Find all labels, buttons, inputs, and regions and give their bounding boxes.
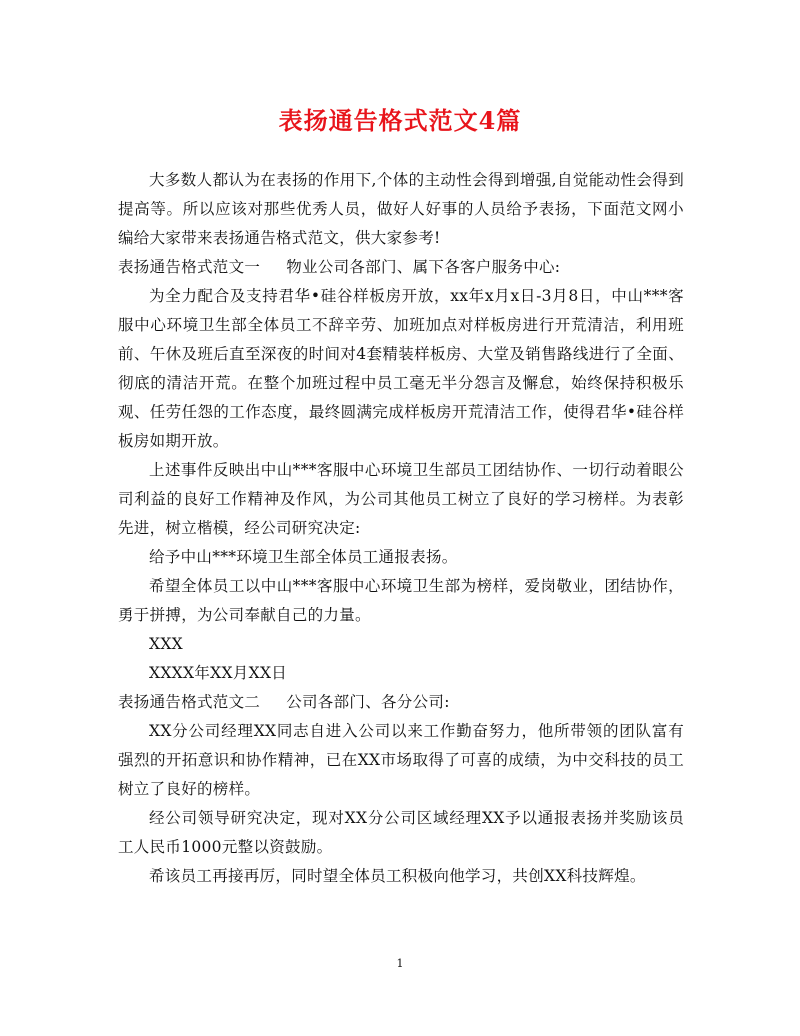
paragraph: 为全力配合及支持君华•硅谷样板房开放，xx年x月x日-3月8日，中山***客服中心环境卫生部全体员工不辞辛劳、加班加点对样板房进行开荒清洁，利用班前、午休及班后直至深夜的时间对4套精装样板房、大堂及销售路线进行了全面、彻底的清洁开荒。在整个加班过程中员工毫无半分怨言及懈怠，始终保持积极乐观、任劳任怨的工作态度，最终圆满完成样板房开荒清洁工作，使得君华•硅谷样板房如期开放。	[118, 287, 684, 450]
paragraph: XXX	[149, 635, 184, 653]
paragraph: XX分公司经理XX同志自进入公司以来工作勤奋努力，他所带领的团队富有强烈的开拓意识和协作精神，已在XX市场取得了可喜的成绩，为中交科技的员工树立了良好的榜样。	[118, 722, 684, 798]
section-heading	[118, 253, 684, 282]
document-body	[118, 166, 684, 891]
paragraph: 希望全体员工以中山***客服中心环境卫生部为榜样，爱岗敬业，团结协作，勇于拼搏，为公司奉献自己的力量。	[118, 577, 684, 624]
paragraph: XXXX年XX月XX日	[149, 664, 288, 682]
section-heading-recipients: 公司各部门、各分公司:	[286, 693, 450, 711]
section-heading-label: 表扬通告格式范文一	[118, 258, 261, 276]
paragraph: 经公司领导研究决定，现对XX分公司区域经理XX予以通报表扬并奖励该员工人民币1000元整以资鼓励。	[118, 809, 684, 856]
paragraph: 大多数人都认为在表扬的作用下,个体的主动性会得到增强,自觉能动性会得到提高等。所以应该对那些优秀人员，做好人好事的人员给予表扬，下面范文网小编给大家带来表扬通告格式范文，供大家参考!	[118, 171, 684, 247]
section-heading-label: 表扬通告格式范文二	[118, 693, 261, 711]
paragraph: 给予中山***环境卫生部全体员工通报表扬。	[149, 548, 458, 566]
paragraph: 上述事件反映出中山***客服中心环境卫生部员工团结协作、一切行动着眼公司利益的良好工作精神及作风，为公司其他员工树立了良好的学习榜样。为表彰先进，树立楷模，经公司研究决定:	[118, 461, 684, 537]
document-title: 表扬通告格式范文4篇	[278, 106, 522, 135]
paragraph: 希该员工再接再厉，同时望全体员工积极向他学习，共创XX科技辉煌。	[149, 867, 646, 885]
section-heading	[118, 688, 684, 717]
section-heading-recipients: 物业公司各部门、属下各客户服务中心:	[286, 258, 561, 276]
page-number: 1	[396, 957, 404, 970]
